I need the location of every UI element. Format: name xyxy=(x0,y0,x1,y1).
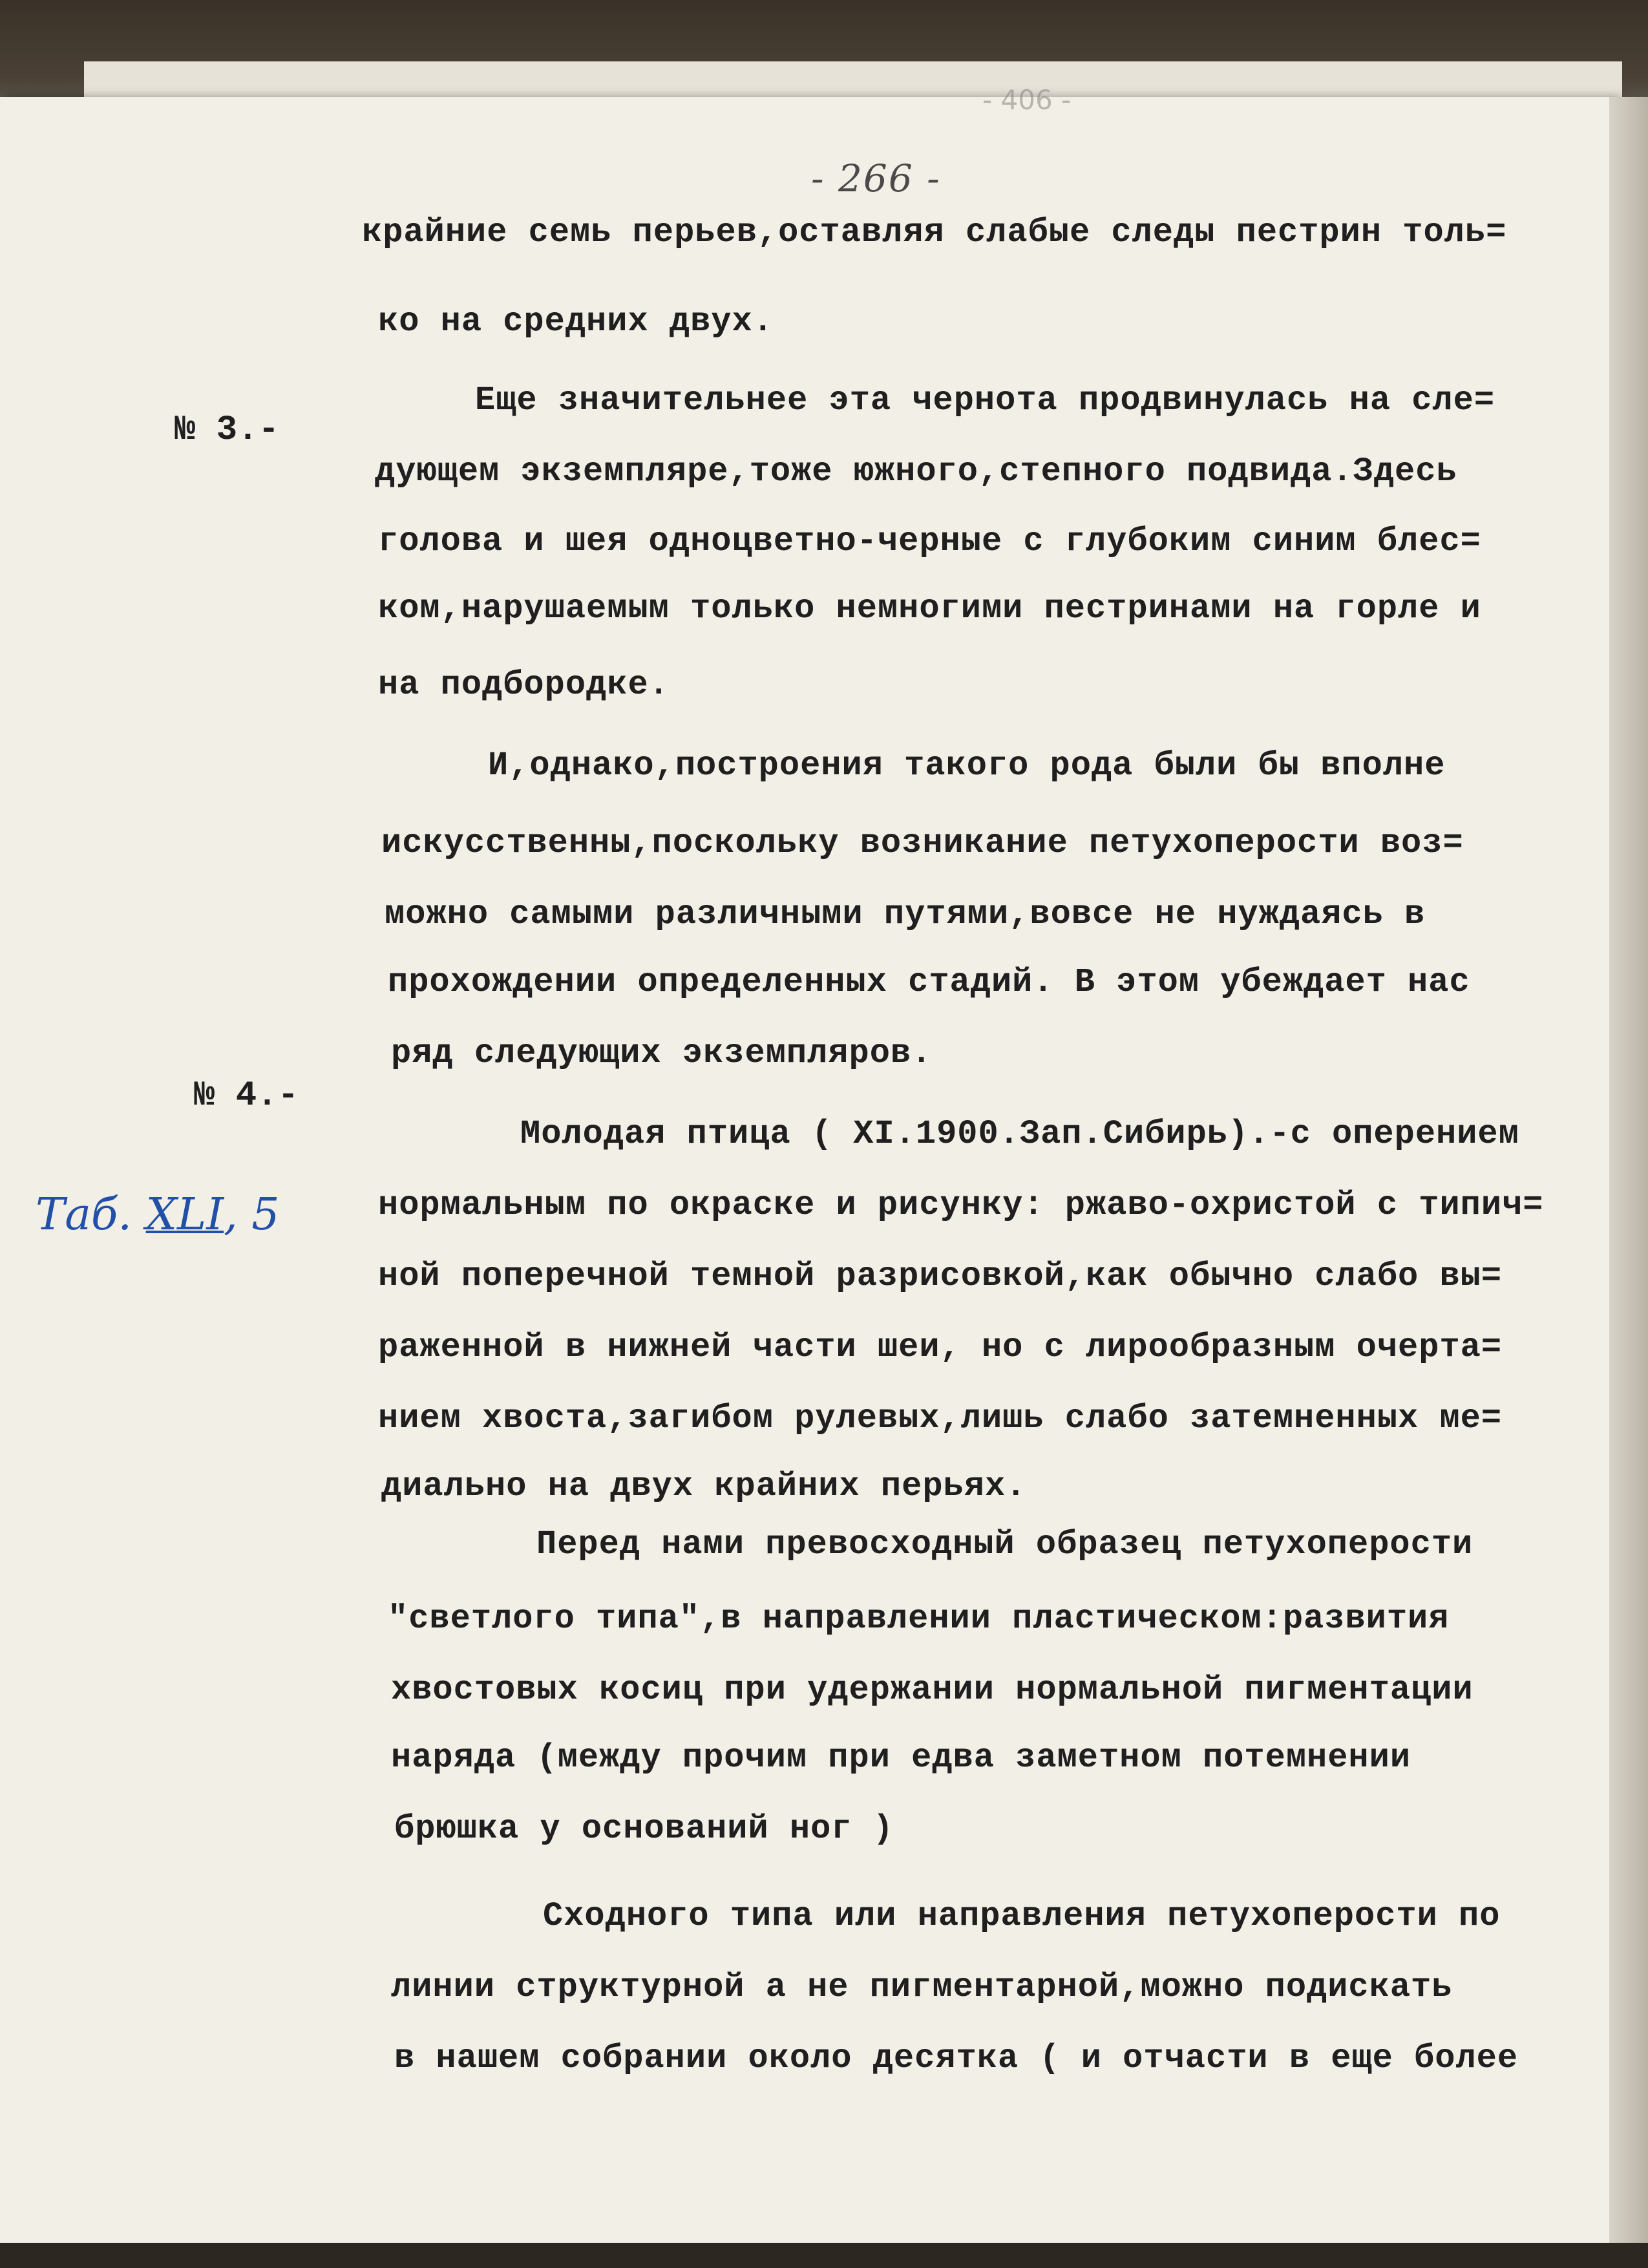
text-line: Перед нами превосходный образец петухоперости xyxy=(536,1525,1474,1563)
text-line: прохождении определенных стадий. В этом убеждает нас xyxy=(388,963,1470,1001)
margin-marker-3: № 3.- xyxy=(174,410,280,450)
handwritten-numeral: XLI xyxy=(145,1189,224,1240)
text-line: голова и шея одноцветно-черные с глубоким синим блес= xyxy=(378,522,1481,560)
text-line: ком,нарушаемым только немногими пестринами на горле и xyxy=(378,589,1481,628)
text-line: диально на двух крайних перьях. xyxy=(381,1467,1027,1505)
text-line: крайние семь перьев,оставляя слабые следы пестрин толь= xyxy=(362,213,1507,251)
text-line: ной поперечной темной разрисовкой,как обычно слабо вы= xyxy=(378,1257,1503,1295)
text-line: Молодая птица ( XI.1900.Зап.Сибирь).-с оперением xyxy=(520,1115,1519,1153)
text-line: наряда (между прочим при едва заметном потемнении xyxy=(391,1739,1411,1777)
handwritten-table-reference xyxy=(36,1189,280,1240)
text-line: Сходного типа или направления петухоперости по xyxy=(543,1897,1501,1935)
text-line: можно самыми различными путями,вовсе не нуждаясь в xyxy=(385,895,1426,933)
scan-background-bottom xyxy=(0,2243,1648,2268)
text-line: нормальным по окраске и рисунку: ржаво-охристой с типич= xyxy=(378,1186,1544,1224)
text-line: ко на средних двух. xyxy=(378,302,774,341)
pencil-page-mark: - 406 - xyxy=(982,84,1072,116)
page-number: - 266 - xyxy=(811,156,941,200)
margin-marker-4: № 4.- xyxy=(194,1076,299,1116)
handwritten-prefix: Таб. xyxy=(36,1189,132,1240)
text-line: искусственны,поскольку возникание петухоперости воз= xyxy=(381,824,1464,862)
text-line: Еще значительнее эта чернота продвинулась на сле= xyxy=(475,381,1495,419)
page-edge xyxy=(1609,97,1648,2243)
text-line: ряд следующих экземпляров. xyxy=(391,1034,933,1072)
handwritten-suffix: , 5 xyxy=(224,1189,280,1240)
text-line: дующем экземпляре,тоже южного,степного подвида.Здесь xyxy=(375,452,1457,491)
text-line: линии структурной а не пигментарной,можно подискать xyxy=(391,1968,1453,2006)
text-line: в нашем собрании около десятка ( и отчасти в еще более xyxy=(394,2039,1519,2077)
text-line: нием хвоста,загибом рулевых,лишь слабо затемненных ме= xyxy=(378,1399,1503,1437)
text-line: "светлого типа",в направлении пластическом:развития xyxy=(388,1600,1450,1638)
text-line: на подбородке. xyxy=(378,666,670,704)
text-line: брюшка у оснований ног ) xyxy=(394,1810,894,1848)
text-line: И,однако,построения такого рода были бы вполне xyxy=(488,747,1446,785)
text-line: раженной в нижней части шеи, но с лирообразным очерта= xyxy=(378,1328,1503,1366)
text-line: хвостовых косиц при удержании нормальной пигментации xyxy=(391,1671,1474,1709)
